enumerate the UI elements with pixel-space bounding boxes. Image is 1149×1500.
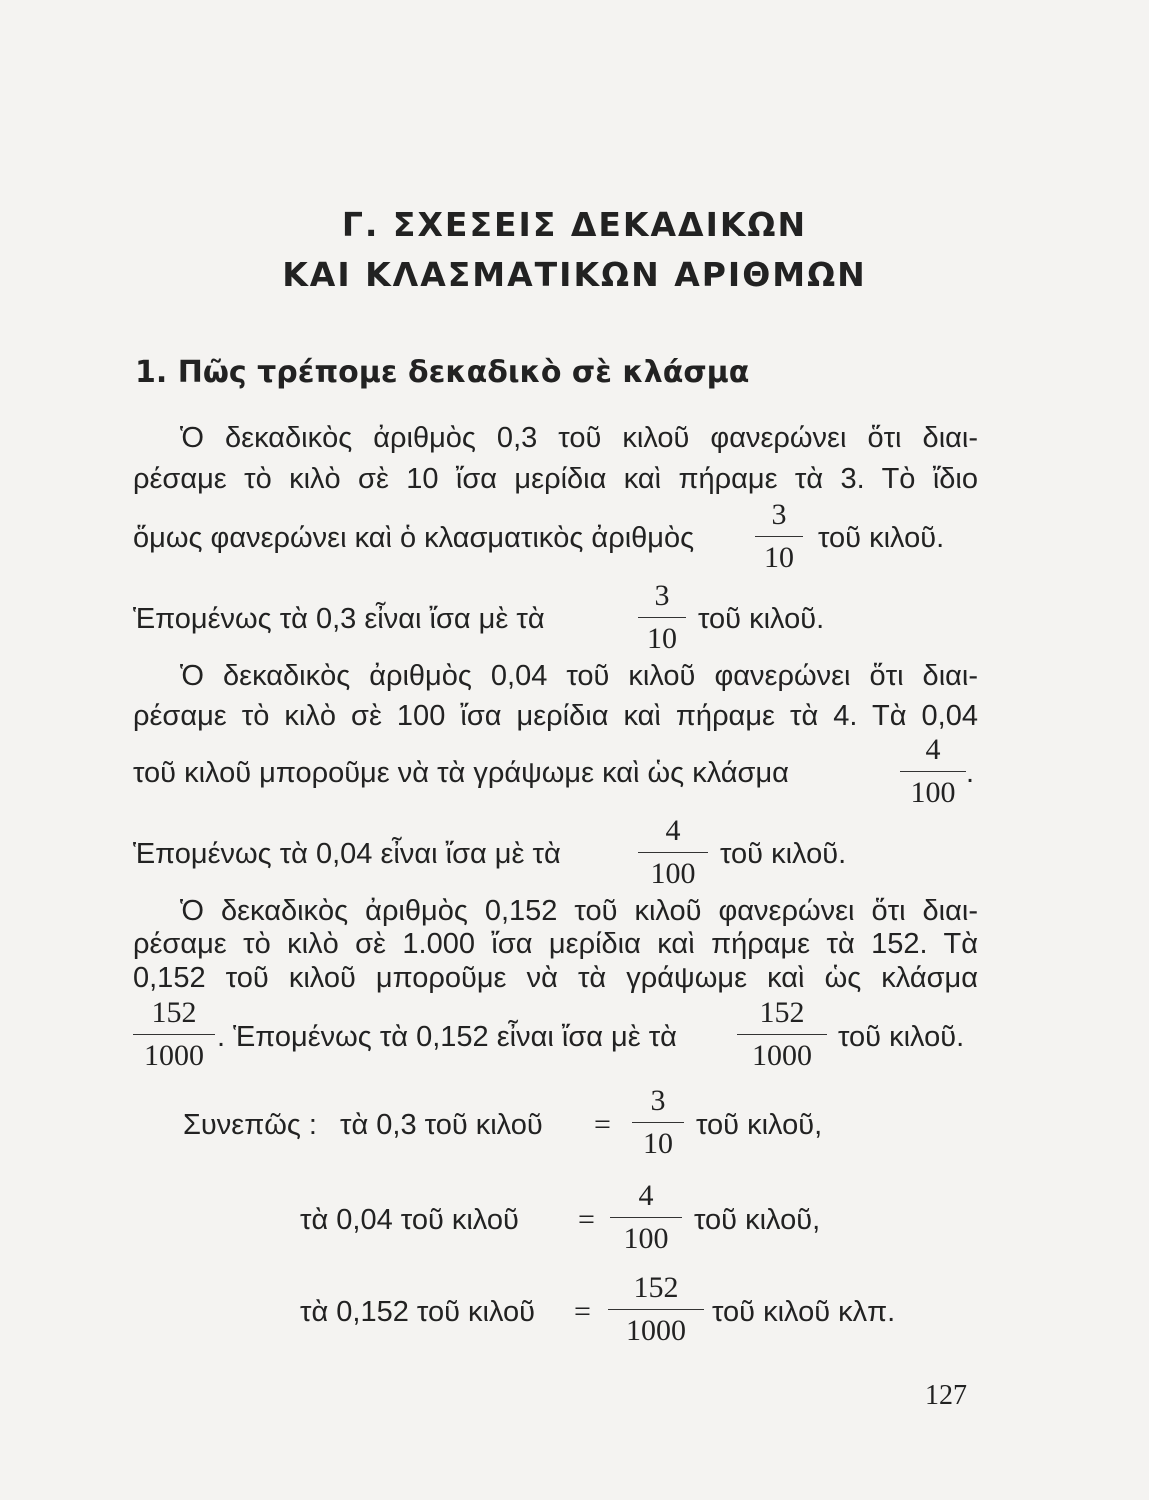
summary-row2-left: τὰ 0,04 τοῦ κιλοῦ: [300, 1204, 519, 1236]
para2-result-fraction: [638, 813, 708, 892]
para1-fraction: [755, 497, 803, 576]
fraction-numerator: 4: [925, 733, 941, 766]
fraction-bar: [755, 536, 803, 537]
summary-row2-fraction: [610, 1178, 682, 1257]
para3-line3: 0,152 τοῦ κιλοῦ μποροῦμε νὰ τὰ γράψωμε καὶ ὡς κλάσμα: [133, 962, 978, 994]
para3-fraction: [133, 995, 215, 1074]
para2-result-end: τοῦ κιλοῦ.: [720, 838, 847, 870]
fraction-numerator: 3: [650, 1084, 666, 1117]
para2-line1: Ὁ δεκαδικὸς ἀριθμὸς 0,04 τοῦ κιλοῦ φανερώνει ὅτι διαι-: [180, 660, 978, 692]
summary-row2-equals: =: [578, 1203, 595, 1236]
para1-line2: ρέσαμε τὸ κιλὸ σὲ 10 ἴσα μερίδια καὶ πήραμε τὰ 3. Τὸ ἴδιο: [133, 463, 978, 495]
para3-line4-text: . Ἑπομένως τὰ 0,152 εἶναι ἴσα μὲ τὰ: [217, 1021, 677, 1053]
chapter-title-line-2: ΚΑΙ ΚΛΑΣΜΑΤΙΚΩΝ ΑΡΙΘΜΩΝ: [282, 255, 867, 294]
para2-line3-end: .: [966, 757, 975, 789]
fraction-denominator: 1000: [626, 1314, 686, 1347]
fraction-bar: [737, 1034, 827, 1035]
section-heading: 1. Πῶς τρέπομε δεκαδικὸ σὲ κλάσμα: [135, 355, 750, 390]
fraction-bar: [133, 1034, 215, 1035]
para2-result-text: Ἑπομένως τὰ 0,04 εἶναι ἴσα μὲ τὰ: [133, 838, 561, 870]
para2-fraction: [900, 732, 966, 811]
fraction-numerator: 4: [665, 814, 681, 847]
fraction-denominator: 10: [764, 541, 794, 574]
fraction-bar: [610, 1217, 682, 1218]
para1-line3-end: τοῦ κιλοῦ.: [818, 522, 945, 554]
fraction-bar: [608, 1309, 704, 1310]
summary-row1-right: τοῦ κιλοῦ,: [696, 1109, 823, 1141]
chapter-title-line-1: Γ. ΣΧΕΣΕΙΣ ΔΕΚΑΔΙΚΩΝ: [341, 205, 808, 244]
fraction-bar: [638, 617, 686, 618]
summary-row1-left: τὰ 0,3 τοῦ κιλοῦ: [340, 1109, 543, 1141]
para3-line2: ρέσαμε τὸ κιλὸ σὲ 1.000 ἴσα μερίδια καὶ πήραμε τὰ 152. Τὰ: [133, 928, 978, 960]
fraction-numerator: 3: [771, 498, 787, 531]
para1-line1: Ὁ δεκαδικὸς ἀριθμὸς 0,3 τοῦ κιλοῦ φανερώνει ὅτι διαι-: [180, 422, 978, 454]
para1-result-text: Ἑπομένως τὰ 0,3 εἶναι ἴσα μὲ τὰ: [133, 603, 545, 635]
page-number: 127: [925, 1380, 967, 1411]
fraction-denominator: 10: [643, 1127, 673, 1160]
fraction-numerator: 3: [654, 579, 670, 612]
fraction-denominator: 100: [623, 1222, 669, 1255]
summary-label: Συνεπῶς :: [183, 1109, 317, 1141]
fraction-bar: [632, 1122, 684, 1123]
para1-result-end: τοῦ κιλοῦ.: [698, 603, 825, 635]
fraction-bar: [638, 852, 708, 853]
para3-result-fraction: [737, 995, 827, 1074]
fraction-denominator: 100: [910, 776, 956, 809]
para3-line4-end: τοῦ κιλοῦ.: [838, 1021, 965, 1053]
fraction-numerator: 152: [759, 996, 805, 1029]
summary-row2-right: τοῦ κιλοῦ,: [694, 1204, 821, 1236]
fraction-numerator: 4: [638, 1179, 654, 1212]
para2-line3-text: τοῦ κιλοῦ μποροῦμε νὰ τὰ γράψωμε καὶ ὡς κλάσμα: [133, 757, 789, 789]
summary-row3-left: τὰ 0,152 τοῦ κιλοῦ: [300, 1296, 535, 1328]
fraction-denominator: 1000: [752, 1039, 812, 1072]
fraction-denominator: 1000: [144, 1039, 204, 1072]
fraction-bar: [900, 771, 966, 772]
summary-row3-equals: =: [574, 1295, 591, 1328]
summary-row3-right: τοῦ κιλοῦ κλπ.: [712, 1296, 896, 1328]
fraction-denominator: 10: [647, 622, 677, 655]
fraction-numerator: 152: [151, 996, 197, 1029]
fraction-denominator: 100: [650, 857, 696, 890]
para2-line2: ρέσαμε τὸ κιλὸ σὲ 100 ἴσα μερίδια καὶ πήραμε τὰ 4. Τὰ 0,04: [133, 700, 978, 732]
summary-row1-fraction: [632, 1083, 684, 1162]
fraction-numerator: 152: [633, 1271, 679, 1304]
summary-row3-fraction: [608, 1270, 704, 1349]
para1-line3-text: ὅμως φανερώνει καὶ ὁ κλασματικὸς ἀριθμὸς: [133, 522, 695, 554]
para1-result-fraction: [638, 578, 686, 657]
para3-line1: Ὁ δεκαδικὸς ἀριθμὸς 0,152 τοῦ κιλοῦ φανερώνει ὅτι διαι-: [180, 895, 978, 927]
summary-row1-equals: =: [594, 1108, 611, 1141]
